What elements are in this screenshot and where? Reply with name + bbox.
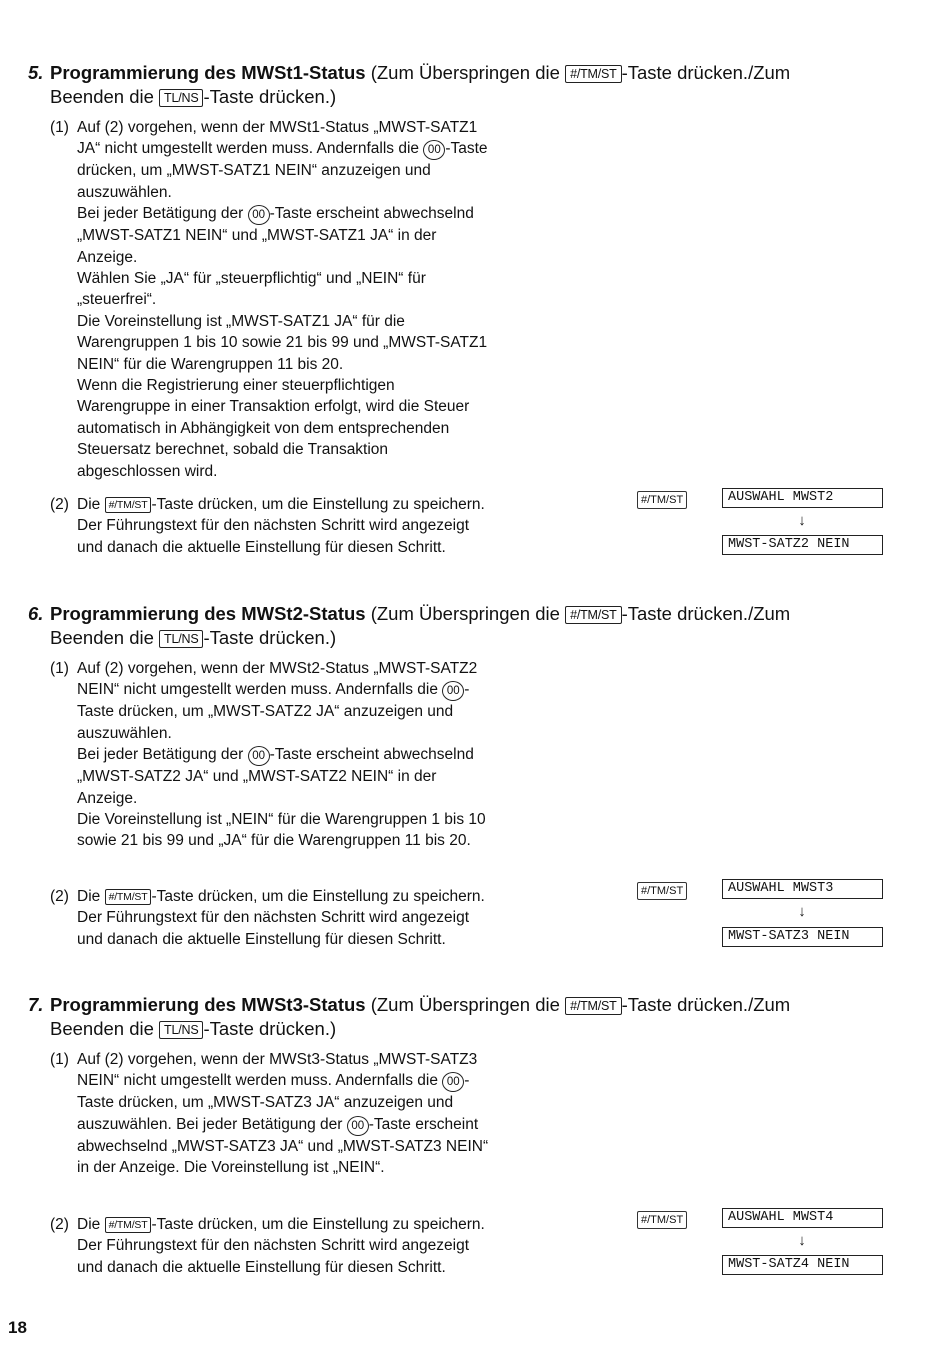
tm-st-key: #/TM/ST (565, 606, 622, 624)
display-prompt: AUSWAHL MWST4 (722, 1208, 883, 1228)
step-text: Die Voreinstellung ist „MWST-SATZ1 JA“ für die Warengruppen 1 bis 10 sowie 21 bis 99 und „MWST-SATZ1 NEIN“ für die Warengruppen 11 bis 20. (77, 312, 488, 373)
section-5-line2-start: Beenden die (50, 86, 160, 107)
step-label: (1) (50, 119, 69, 136)
section-5-step-2 (50, 494, 490, 558)
tm-st-key: #/TM/ST (105, 889, 152, 905)
section-5-title (28, 61, 868, 109)
down-arrow-icon: ↓ (798, 903, 806, 920)
double-zero-key: 00 (248, 746, 270, 766)
step-text: -Taste erscheint abwechselnd „MWST-SATZ1 NEIN“ und „MWST-SATZ1 JA“ in der Anzeige. (77, 205, 474, 266)
display-prompt: AUSWAHL MWST3 (722, 879, 883, 899)
tl-ns-key: TL/NS (159, 89, 203, 107)
step-text: -Taste drücken, um die Einstellung zu speichern. Der Führungstext für den nächsten Schritt wird angezeigt und danach die aktuelle Einstellung für diesen Schritt. (77, 888, 485, 948)
tl-ns-key: TL/NS (159, 630, 203, 648)
section-6-line2-start: Beenden die (50, 627, 160, 648)
step-text: Die Voreinstellung ist „NEIN“ für die Warengruppen 1 bis 10 sowie 21 bis 99 und „JA“ für die Warengruppen 11 bis 20. (77, 811, 486, 850)
step-text: Auf (2) vorgehen, wenn der MWSt3-Status „MWST-SATZ3 NEIN“ nicht umgestellt werden muss. Andernfalls die (77, 1051, 478, 1090)
step-text: -Taste drücken, um „MWST-SATZ1 NEIN“ anzuzeigen und auszuwählen. (77, 140, 488, 201)
section-7-step-1 (50, 1049, 490, 1179)
section-7-step-2 (50, 1214, 490, 1278)
display-setting: MWST-SATZ3 NEIN (722, 927, 883, 947)
section-5-paren-mid: -Taste drücken./Zum (621, 62, 791, 83)
step-text: Wählen Sie „JA“ für „steuerpflichtig“ und „NEIN“ für „steuerfrei“. (77, 270, 426, 309)
step-label: (2) (50, 888, 69, 905)
tm-st-key: #/TM/ST (565, 997, 622, 1015)
step-text: -Taste drücken, um „MWST-SATZ3 JA“ anzuzeigen und auszuwählen. Bei jeder Betätigung der (77, 1072, 470, 1133)
tl-ns-key: TL/NS (159, 1021, 203, 1039)
section-7-line2-end: -Taste drücken.) (203, 1018, 337, 1039)
section-6-paren-mid: -Taste drücken./Zum (621, 603, 791, 624)
display-prompt: AUSWAHL MWST2 (722, 488, 883, 508)
step-label: (1) (50, 1051, 69, 1068)
section-6-step-1 (50, 658, 490, 852)
step-text: -Taste erscheint abwechselnd „MWST-SATZ3 JA“ und „MWST-SATZ3 NEIN“ in der Anzeige. Die Voreinstellung ist „NEIN“. (77, 1115, 489, 1177)
step-label: (2) (50, 496, 69, 513)
section-6-line2-end: -Taste drücken.) (203, 627, 337, 648)
page-number: 18 (8, 1318, 27, 1337)
display-setting: MWST-SATZ4 NEIN (722, 1255, 883, 1275)
double-zero-key: 00 (442, 1072, 464, 1092)
tm-st-key: #/TM/ST (105, 497, 152, 513)
section-6-heading: Programmierung des MWSt2-Status (50, 603, 366, 624)
section-6-number: 6. (28, 603, 44, 624)
section-7-line2-start: Beenden die (50, 1018, 160, 1039)
display-setting: MWST-SATZ2 NEIN (722, 535, 883, 555)
section-7-title (28, 993, 868, 1041)
section-5-line2-end: -Taste drücken.) (203, 86, 337, 107)
step-text: Die (77, 1216, 105, 1233)
section-7-paren-start: (Zum Überspringen die (365, 994, 566, 1015)
section-7-number: 7. (28, 994, 44, 1015)
step-text: Auf (2) vorgehen, wenn der MWSt1-Status „MWST-SATZ1 JA“ nicht umgestellt werden muss. Andernfalls die (77, 119, 478, 158)
section-5-heading: Programmierung des MWSt1-Status (50, 62, 366, 83)
step-text: -Taste erscheint abwechselnd „MWST-SATZ2 JA“ und „MWST-SATZ2 NEIN“ in der Anzeige. (77, 746, 474, 807)
step-text: Bei jeder Betätigung der (77, 746, 248, 764)
section-6-title (28, 602, 868, 650)
section-6-step-2 (50, 886, 490, 950)
double-zero-key: 00 (423, 140, 445, 160)
section-7-paren-mid: -Taste drücken./Zum (621, 994, 791, 1015)
section-6-paren-start: (Zum Überspringen die (365, 603, 566, 624)
step-label: (1) (50, 660, 69, 677)
step-text: Die (77, 496, 105, 513)
step-text: -Taste drücken, um „MWST-SATZ2 JA“ anzuzeigen und auszuwählen. (77, 681, 470, 742)
step-label: (2) (50, 1216, 69, 1233)
tm-st-key-sequence: #/TM/ST (637, 491, 687, 509)
down-arrow-icon: ↓ (798, 512, 806, 529)
section-5-step-1 (50, 117, 490, 482)
section-5-paren-start: (Zum Überspringen die (365, 62, 566, 83)
tm-st-key-sequence: #/TM/ST (637, 882, 687, 900)
tm-st-key-sequence: #/TM/ST (637, 1211, 687, 1229)
double-zero-key: 00 (347, 1116, 369, 1136)
step-text: Auf (2) vorgehen, wenn der MWSt2-Status „MWST-SATZ2 NEIN“ nicht umgestellt werden muss. Andernfalls die (77, 660, 478, 699)
tm-st-key: #/TM/ST (565, 65, 622, 83)
step-text: Die (77, 888, 105, 905)
double-zero-key: 00 (442, 681, 464, 701)
step-text: Bei jeder Betätigung der (77, 205, 248, 223)
step-text: -Taste drücken, um die Einstellung zu speichern. Der Führungstext für den nächsten Schritt wird angezeigt und danach die aktuelle Einstellung für diesen Schritt. (77, 1216, 485, 1276)
section-5-number: 5. (28, 62, 44, 83)
section-7-heading: Programmierung des MWSt3-Status (50, 994, 366, 1015)
tm-st-key: #/TM/ST (105, 1217, 152, 1233)
step-text: Wenn die Registrierung einer steuerpflichtigen Warengruppe in einer Transaktion erfolgt, wird die Steuer automatisch in Abhängigkeit von dem entsprechenden Steuersatz berechnet, sobald die Transaktion abgeschlossen wird. (77, 377, 470, 480)
down-arrow-icon: ↓ (798, 1232, 806, 1249)
step-text: -Taste drücken, um die Einstellung zu speichern. Der Führungstext für den nächsten Schritt wird angezeigt und danach die aktuelle Einstellung für diesen Schritt. (77, 496, 485, 556)
double-zero-key: 00 (248, 205, 270, 225)
